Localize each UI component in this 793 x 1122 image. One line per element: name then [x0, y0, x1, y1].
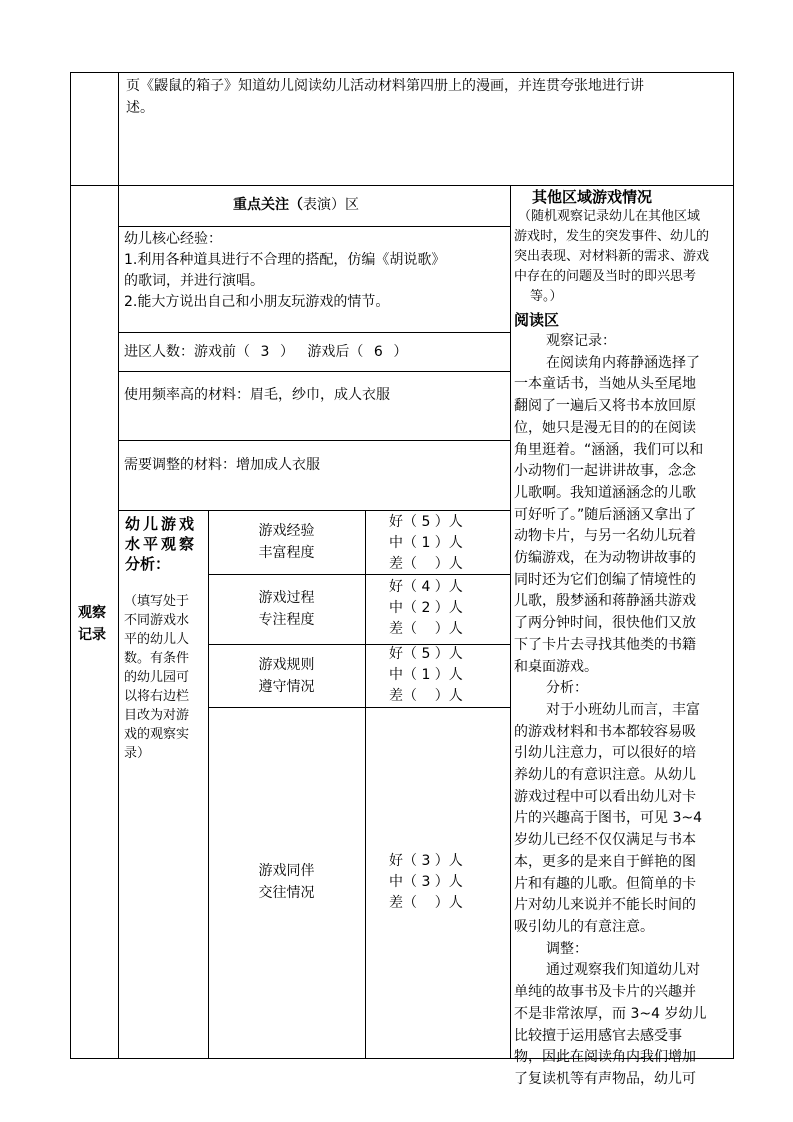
body-line: 位，她只是漫无目的的在阅读 — [514, 419, 696, 436]
level-note-line: 数。有条件 — [124, 651, 190, 666]
level-note-line: 录） — [124, 746, 151, 761]
criteria-line2: 专注程度 — [258, 612, 315, 628]
focus-area: 表演 — [303, 197, 331, 213]
top-text-line1: 页《鼹鼠的箱子》知道幼儿阅读幼儿活动材料第四册上的漫画，并连贯夸张地进行讲 — [126, 78, 644, 94]
core-experience-item2: 2.能大方说出自己和小朋友玩游戏的情节。 — [124, 294, 390, 310]
core-experience-item1-l2: 的歌词，并进行演唱。 — [124, 273, 264, 289]
score-poor: 差（ ）人 — [389, 895, 463, 911]
frequent-materials: 使用频率高的材料：眉毛，纱巾，成人衣服 — [124, 387, 390, 403]
area-name: 阅读区 — [514, 311, 560, 329]
focus-title — [233, 195, 359, 216]
entry-close: ） — [393, 344, 408, 360]
criteria-label — [208, 654, 365, 698]
body-line: 比较擅于运用感官去感受事 — [514, 1027, 682, 1044]
body-line: 岁幼儿已经不仅仅满足与书本 — [514, 832, 696, 849]
focus-title-suffix: ）区 — [331, 197, 359, 213]
body-line: 片的兴趣高于图书，可见 3~4 — [514, 810, 702, 827]
criteria-line1: 游戏规则 — [258, 657, 315, 673]
body-line: 可好听了。”随后涵涵又拿出了 — [514, 506, 697, 523]
desc-line: （随机观察记录幼儿在其他区域 — [518, 209, 701, 224]
body-line: 翻阅了一遍后又将书本放回原 — [514, 398, 696, 415]
body-line: 下了卡片去寻找其他类的书籍 — [514, 636, 696, 653]
score-poor: 差（ ）人 — [389, 556, 463, 572]
body-line: 了两分钟时间，很快他们又放 — [514, 615, 696, 632]
level-title-l2: 水平观察 — [125, 535, 198, 553]
body-line: 片和有趣的儿歌。但简单的卡 — [514, 875, 696, 892]
side-label-line2: 记录 — [78, 627, 106, 643]
body-line: 儿歌啊。我知道涵涵念的儿歌 — [514, 484, 696, 501]
other-areas-title: 其他区域游戏情况 — [532, 188, 653, 206]
body-line: 养幼儿的有意识注意。从幼儿 — [514, 767, 696, 784]
body-line: 一本童话书，当她从头至尾地 — [514, 376, 696, 393]
score-mid: 中（ 1 ）人 — [389, 535, 463, 551]
criteria-line1: 游戏同伴 — [258, 863, 315, 879]
body-line: 物，因此在阅读角内我们增加 — [514, 1049, 696, 1066]
criteria-scores — [389, 512, 509, 575]
body-line: 单纯的故事书及卡片的兴趣并 — [514, 984, 696, 1001]
entry-after-value: 6 — [373, 344, 383, 360]
criteria-scores — [389, 851, 509, 914]
criteria-label — [208, 520, 365, 564]
criteria-label — [208, 860, 365, 904]
level-title-l3: 分析： — [125, 555, 171, 573]
side-label-line1: 观察 — [78, 605, 106, 621]
score-good: 好（ 5 ）人 — [389, 646, 463, 662]
top-text-line2: 述。 — [126, 100, 154, 116]
body-line: 角里逛着。“涵涵，我们可以和 — [514, 441, 704, 458]
body-line: 本，更多的是来自于鲜艳的图 — [514, 853, 696, 870]
body-line: 调整： — [546, 940, 588, 957]
adjust-materials: 需要调整的材料：增加成人衣服 — [124, 457, 320, 473]
level-note-line: 以将右边栏 — [124, 689, 190, 704]
level-note-line: 平的幼儿人 — [124, 632, 190, 647]
body-line: 小动物们一起讲讲故事，念念 — [514, 463, 696, 480]
score-good: 好（ 3 ）人 — [389, 853, 463, 869]
criteria-line1: 游戏过程 — [258, 590, 315, 606]
score-mid: 中（ 3 ）人 — [389, 874, 463, 890]
body-line: 对于小班幼儿而言，丰富 — [546, 701, 700, 718]
body-line: 吸引幼儿的有意注意。 — [514, 918, 654, 935]
criteria-line1: 游戏经验 — [258, 523, 315, 539]
score-good: 好（ 5 ）人 — [389, 514, 463, 530]
score-good: 好（ 4 ）人 — [389, 579, 463, 595]
body-line: 在阅读角内蒋静涵选择了 — [546, 354, 700, 371]
body-line: 分析： — [546, 680, 588, 697]
level-note-line: （填写处于 — [124, 594, 190, 609]
criteria-label — [208, 587, 365, 631]
body-line: 和桌面游戏。 — [514, 658, 598, 675]
core-experience-item1-l1: 1.利用各种道具进行不合理的搭配，仿编《胡说歌》 — [124, 252, 446, 268]
desc-line: 游戏时，发生的突发事件、幼儿的 — [514, 229, 710, 244]
body-line: 同时还为它们创编了情境性的 — [514, 571, 696, 588]
level-note — [124, 592, 189, 763]
body-line: 不是非常浓厚，而 3~4 岁幼儿 — [514, 1005, 707, 1022]
body-line: 了复读机等有声物品，幼儿可 — [514, 1070, 696, 1087]
criteria-line2: 丰富程度 — [258, 545, 315, 561]
score-poor: 差（ ）人 — [389, 621, 463, 637]
level-note-line: 不同游戏水 — [124, 613, 190, 628]
desc-line: 中存在的问题及当时的即兴思考 — [514, 269, 697, 284]
desc-line: 等。） — [530, 289, 563, 304]
criteria-scores — [389, 577, 509, 640]
focus-title-prefix: 重点关注（ — [233, 197, 303, 213]
criteria-scores — [389, 644, 509, 707]
level-title-l1: 幼儿游戏 — [125, 515, 198, 533]
score-poor: 差（ ）人 — [389, 688, 463, 704]
criteria-line2: 遵守情况 — [258, 679, 315, 695]
body-line: 通过观察我们知道幼儿对 — [546, 962, 700, 979]
body-line: 仿编游戏，在为动物讲故事的 — [514, 550, 696, 567]
level-note-line: 目改为对游 — [124, 708, 190, 723]
level-note-line: 戏的观察实 — [124, 727, 190, 742]
body-line: 儿歌，殷梦涵和蒋静涵共游戏 — [514, 593, 696, 610]
body-line: 游戏过程中可以看出幼儿对卡 — [514, 788, 696, 805]
level-note-line: 的幼儿园可 — [124, 670, 190, 685]
entry-count — [124, 342, 407, 363]
desc-line: 突出表现、对材料新的需求、游戏 — [514, 249, 710, 264]
score-mid: 中（ 1 ）人 — [389, 667, 463, 683]
body-line: 动物卡片，与另一名幼儿玩着 — [514, 528, 696, 545]
score-mid: 中（ 2 ）人 — [389, 600, 463, 616]
entry-before-value: 3 — [260, 344, 270, 360]
entry-label-after: ） 游戏后（ — [280, 344, 364, 360]
body-line: 引幼儿注意力，可以很好的培 — [514, 745, 696, 762]
body-line: 片对幼儿来说并不能长时间的 — [514, 897, 696, 914]
entry-label-before: 进区人数：游戏前（ — [124, 344, 250, 360]
observation-body — [514, 331, 732, 1091]
other-areas-desc — [514, 207, 732, 307]
criteria-line2: 交往情况 — [258, 885, 315, 901]
core-experience-label: 幼儿核心经验： — [124, 231, 222, 247]
body-line: 观察记录： — [546, 333, 616, 349]
body-line: 的游戏材料和书本都较容易吸 — [514, 723, 696, 740]
